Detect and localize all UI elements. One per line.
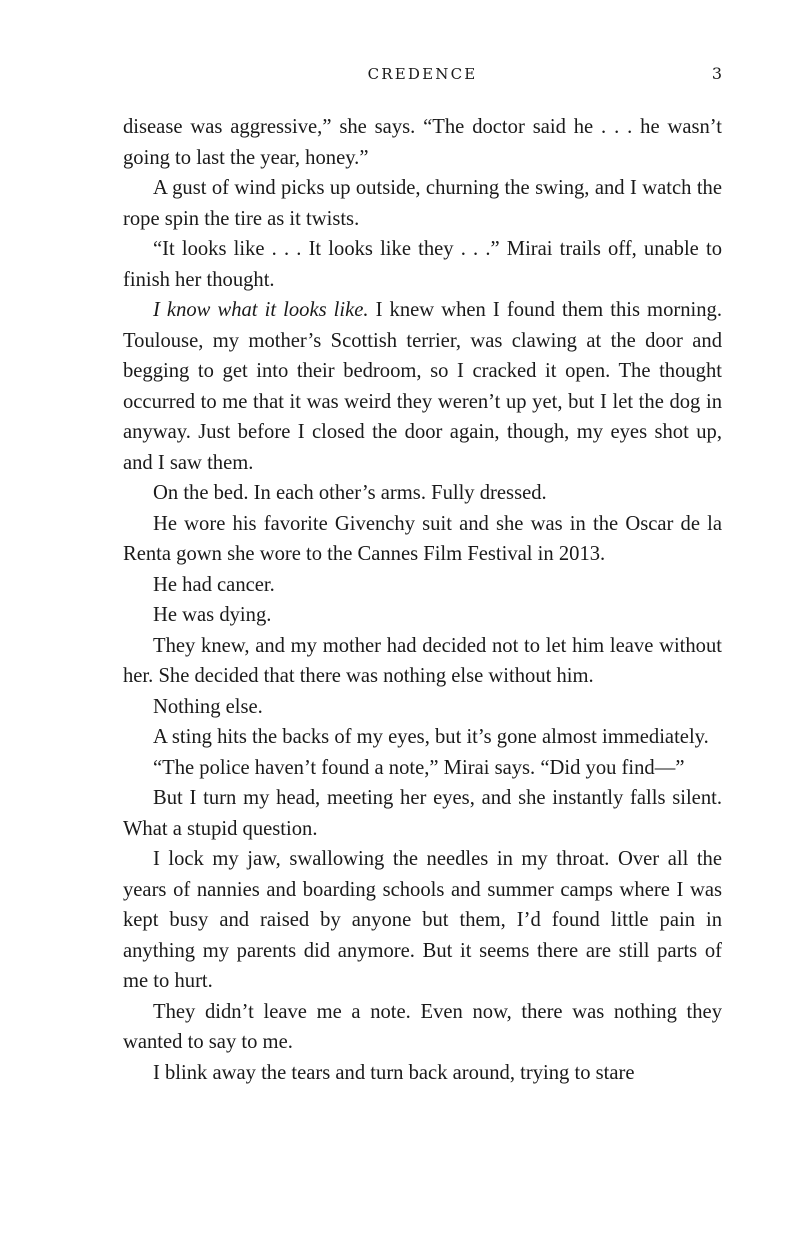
paragraph: I lock my jaw, swallowing the needles in my throat. Over all the years of nannies and boarding schools and summer camps where I was kept busy and raised by anyone but them, I’d found little pain in anything my parents did anymore. But it seems there are still parts of me to hurt.: [123, 848, 722, 992]
paragraph: A sting hits the backs of my eyes, but it’s gone almost immediately.: [153, 726, 709, 748]
italic-thought: I know what it looks like.: [153, 299, 369, 321]
paragraph: They didn’t leave me a note. Even now, there was nothing they wanted to say to me.: [123, 1000, 722, 1053]
paragraph: “It looks like . . . It looks like they . . .” Mirai trails off, unable to finish her thought.: [123, 238, 722, 291]
paragraph-text: I knew when I found them this morning. Toulouse, my mother’s Scottish terrier, was clawing at the door and begging to get into their bedroom, so I cracked it open. The thought occurred to me that it was weird they weren’t up yet, but I let the dog in anyway. Just before I closed the door again, though, my eyes shot up, and I saw them.: [123, 299, 722, 474]
paragraph: On the bed. In each other’s arms. Fully dressed.: [153, 482, 547, 504]
page-header: [123, 62, 722, 86]
paragraph: [123, 295, 722, 478]
paragraph: I blink away the tears and turn back around, trying to stare: [153, 1061, 635, 1084]
paragraph: He had cancer.: [153, 573, 275, 596]
body-text: [123, 112, 722, 1088]
running-title: CREDENCE: [367, 65, 478, 83]
paragraph: But I turn my head, meeting her eyes, and she instantly falls silent. What a stupid question.: [123, 787, 722, 840]
paragraph: disease was aggressive,” she says. “The doctor said he . . . he wasn’t going to last the year, honey.”: [123, 116, 722, 169]
paragraph: Nothing else.: [153, 695, 263, 718]
paragraph: “The police haven’t found a note,” Mirai says. “Did you find—”: [153, 756, 685, 779]
page-number: 3: [711, 64, 722, 83]
paragraph: They knew, and my mother had decided not to let him leave without her. She decided that there was nothing else without him.: [123, 634, 722, 687]
paragraph: He wore his favorite Givenchy suit and she was in the Oscar de la Renta gown she wore to the Cannes Film Festival in 2013.: [123, 512, 722, 565]
paragraph: A gust of wind picks up outside, churning the swing, and I watch the rope spin the tire as it twists.: [123, 177, 722, 230]
paragraph: He was dying.: [153, 604, 272, 626]
